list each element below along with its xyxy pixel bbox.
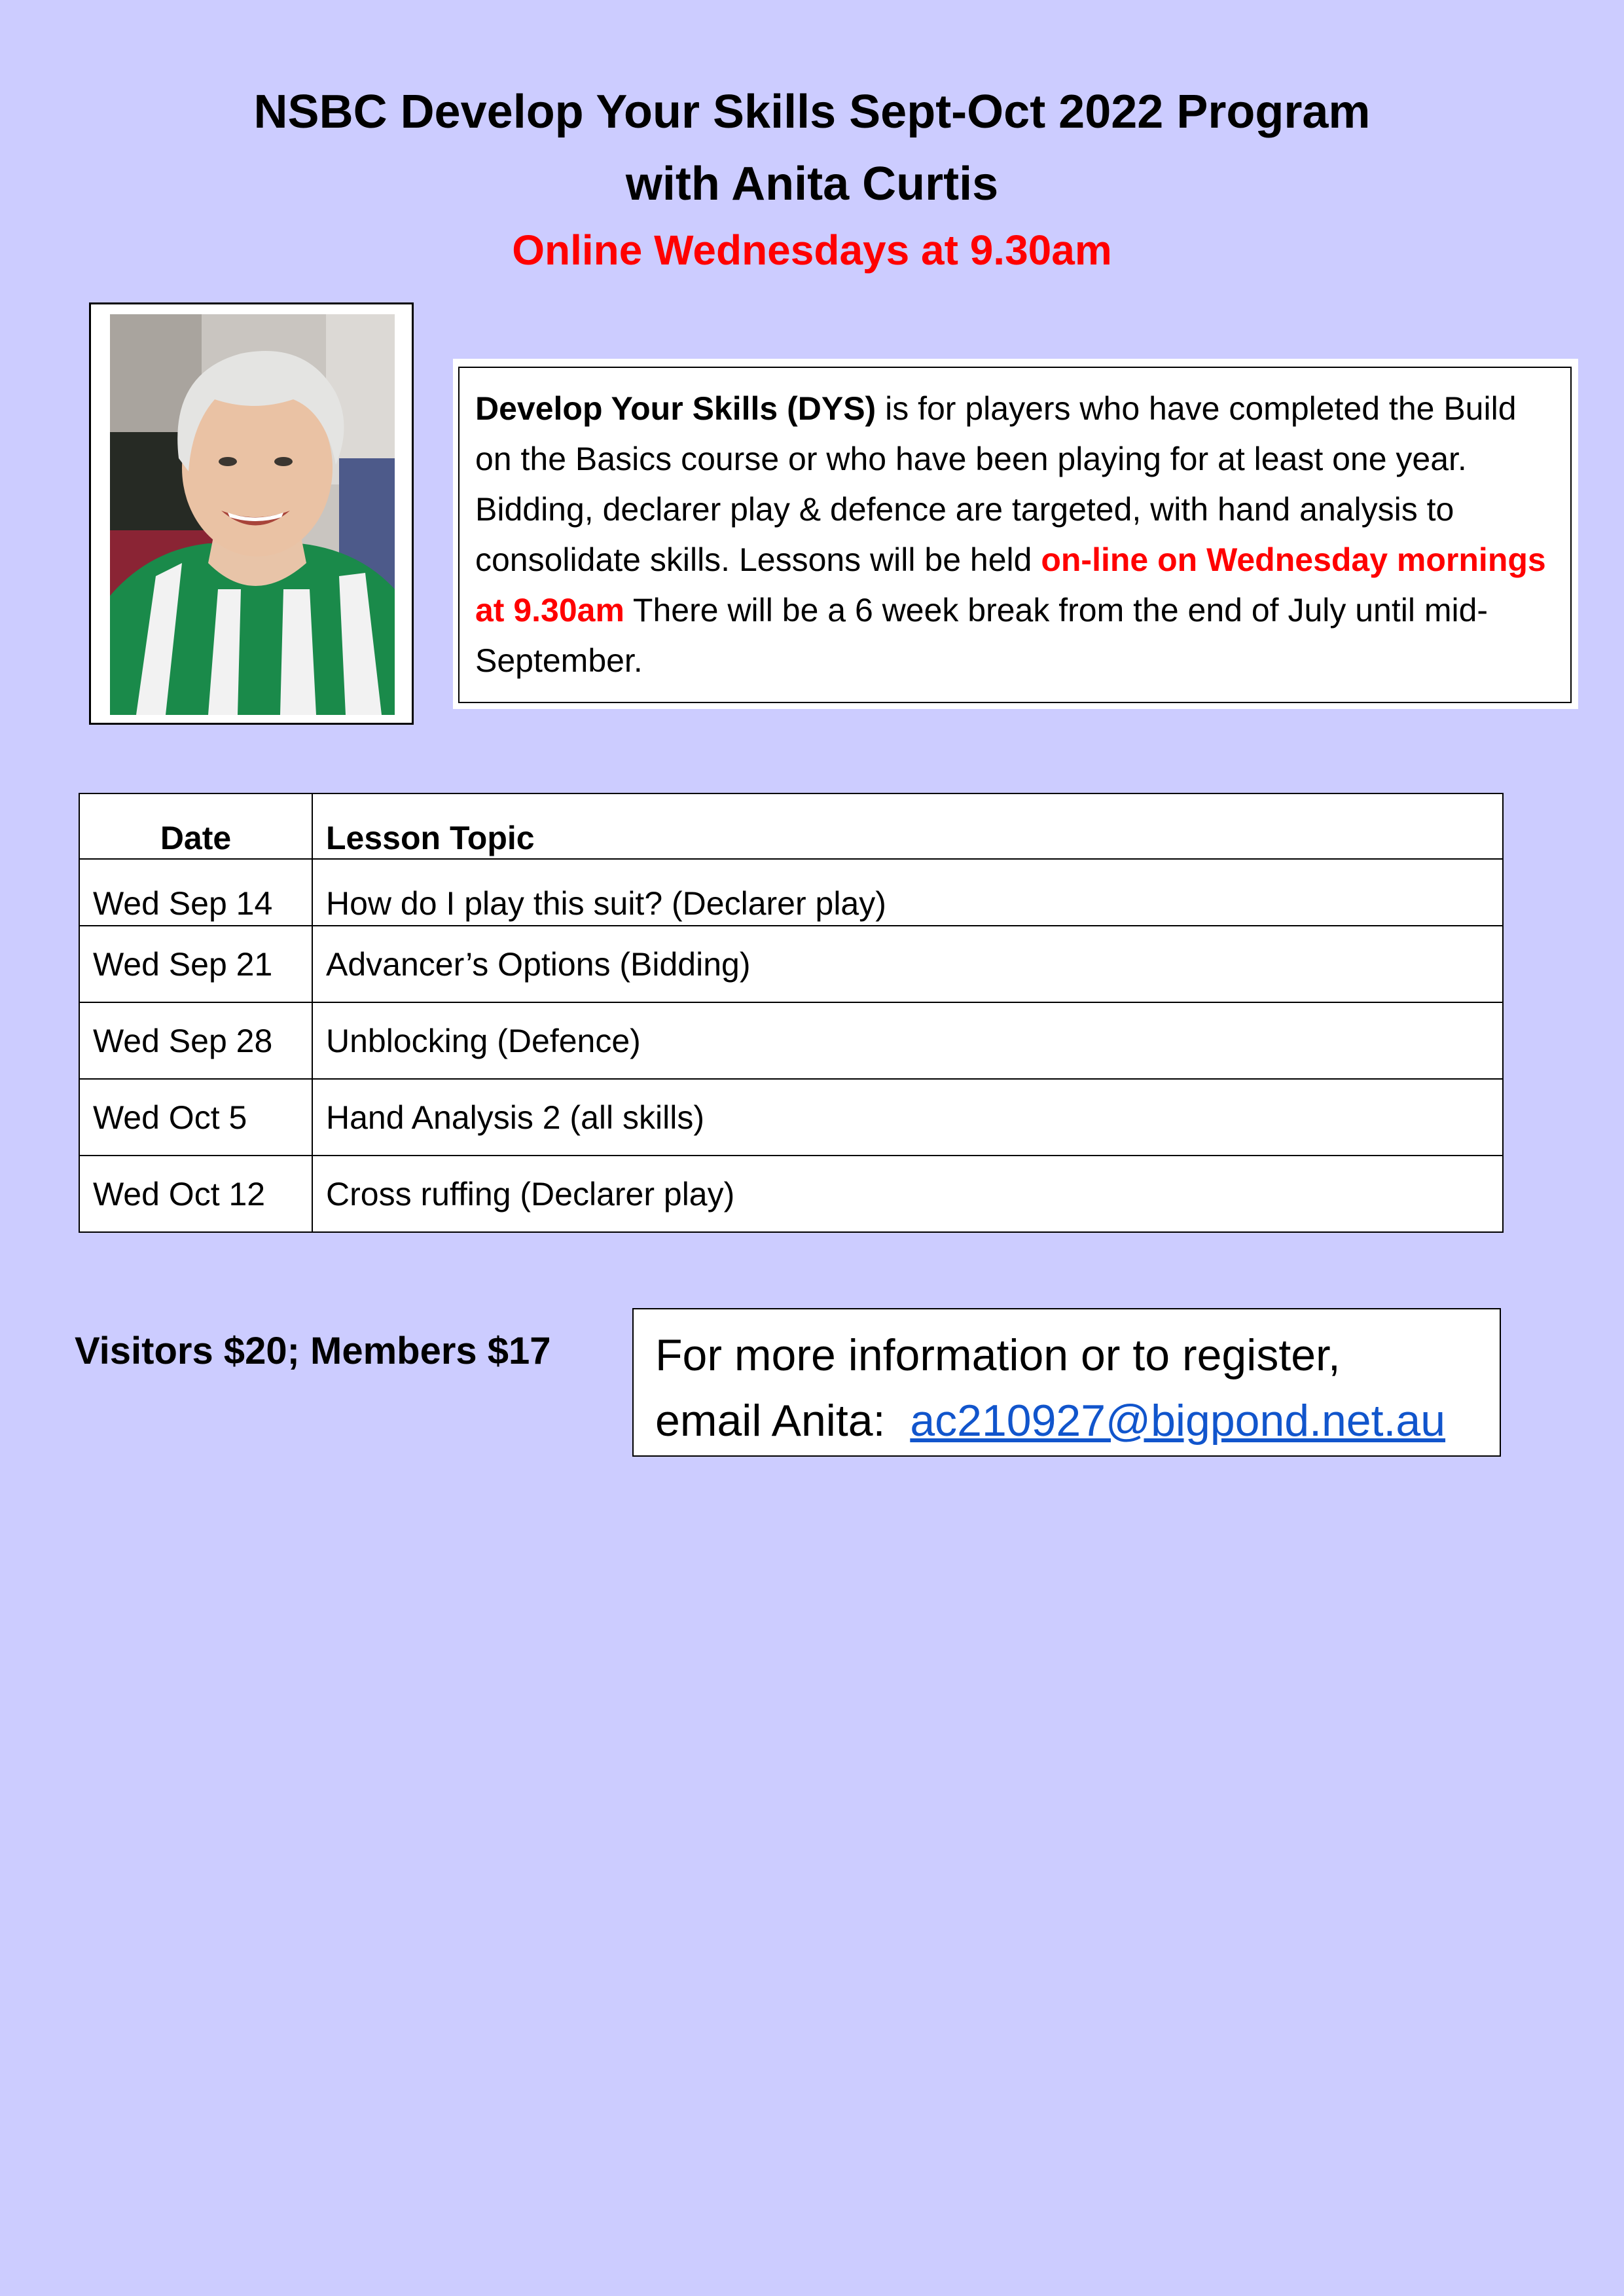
program-description-box (453, 359, 1578, 709)
lesson-topic: Unblocking (Defence) (312, 1002, 1503, 1079)
program-name: Develop Your Skills (DYS) (475, 390, 876, 427)
contact-email-prefix: email Anita: (655, 1396, 911, 1446)
instructor-photo-frame (89, 302, 414, 725)
description-break-note: There will be a 6 week break from the end of July until mid-September. (475, 592, 1489, 679)
lesson-date: Wed Oct 12 (79, 1156, 312, 1232)
lesson-date: Wed Sep 28 (79, 1002, 312, 1079)
contact-info-line: For more information or to register, (655, 1330, 1341, 1380)
table-row (79, 926, 1503, 1002)
contact-box (632, 1308, 1501, 1457)
lesson-schedule-table (79, 793, 1504, 1233)
pricing-text: Visitors $20; Members $17 (75, 1330, 551, 1372)
instructor-photo (110, 314, 395, 715)
schedule-highlight: on-line on Wednesday mornings at 9.30am (475, 541, 1546, 629)
lesson-topic: Cross ruffing (Declarer play) (312, 1156, 1503, 1232)
column-header-date: Date (79, 793, 312, 859)
contact-email-line (655, 1388, 1500, 1453)
table-row (79, 1079, 1503, 1156)
lesson-date: Wed Sep 21 (79, 926, 312, 1002)
page-title: NSBC Develop Your Skills Sept-Oct 2022 Program (253, 86, 1371, 138)
lesson-topic: Advancer’s Options (Bidding) (312, 926, 1503, 1002)
table-row (79, 1002, 1503, 1079)
contact-email-link[interactable]: ac210927@bigpond.net.au (910, 1396, 1446, 1446)
table-row (79, 1156, 1503, 1232)
description-text: is for players who have completed the Build on the Basics course or who have been playing for at least one year. Bidding, declarer play & defence are targeted, with hand analysis to consolidate skills. Lessons will be held (475, 390, 1517, 578)
lesson-topic: Hand Analysis 2 (all skills) (312, 1079, 1503, 1156)
table-row (79, 859, 1503, 926)
page-title-instructor: with Anita Curtis (625, 158, 999, 210)
lesson-topic: How do I play this suit? (Declarer play) (312, 859, 1503, 926)
lesson-date: Wed Oct 5 (79, 1079, 312, 1156)
page-subtitle: Online Wednesdays at 9.30am (512, 227, 1112, 274)
program-description (458, 367, 1572, 703)
table-header-row (79, 793, 1503, 859)
column-header-topic: Lesson Topic (312, 793, 1503, 859)
lesson-date: Wed Sep 14 (79, 859, 312, 926)
